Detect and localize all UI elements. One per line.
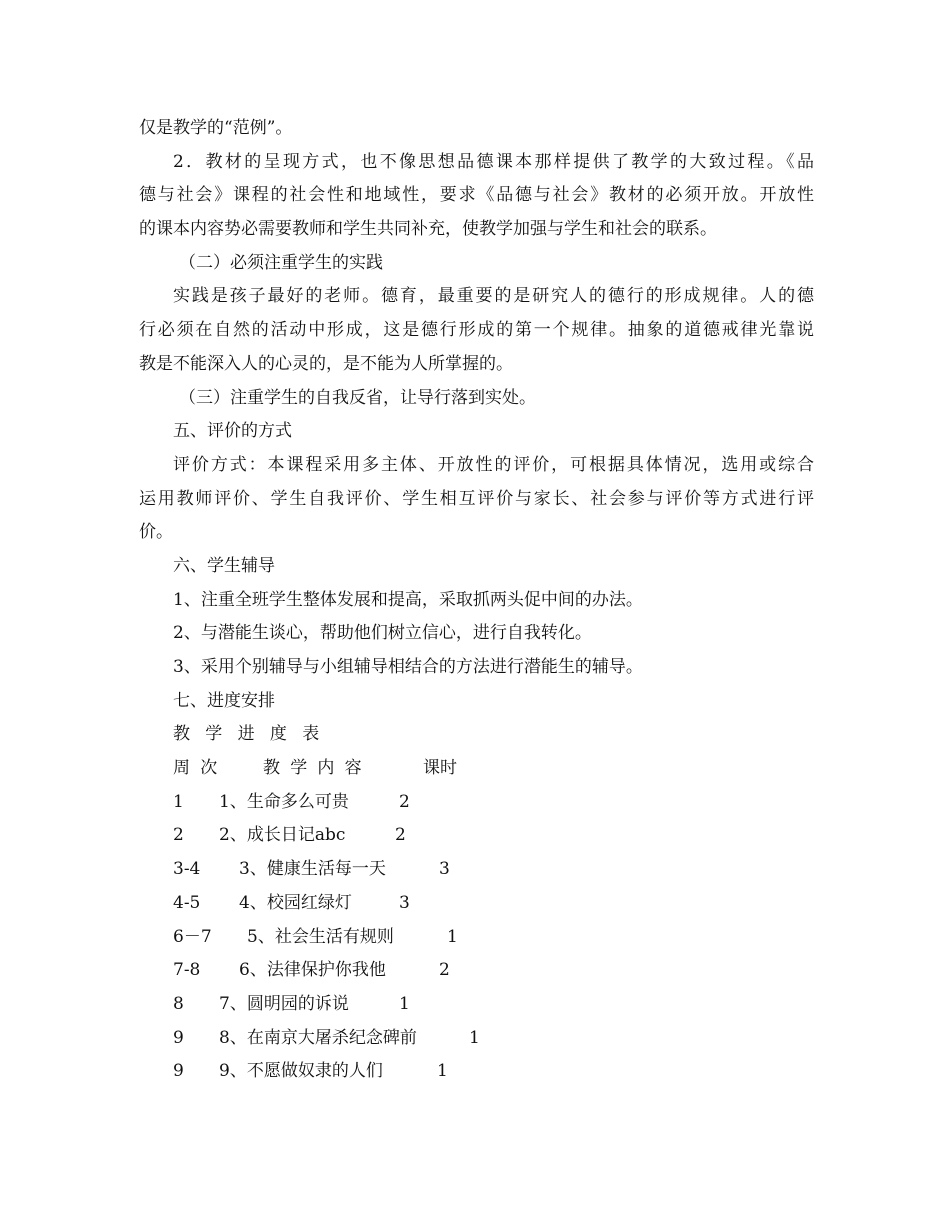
schedule-content: 3、健康生活每一天 <box>239 859 386 880</box>
schedule-title <box>139 718 814 752</box>
schedule-week: 4-5 <box>173 892 201 913</box>
schedule-week: 2 <box>173 825 184 846</box>
schedule-row <box>139 1055 814 1089</box>
text-line: 仅是教学的“范例”。 <box>139 118 293 138</box>
schedule-content: 2、成长日记abc <box>219 825 346 846</box>
schedule-hours: 1 <box>447 926 458 947</box>
text-line: 七、进度安排 <box>173 690 275 711</box>
schedule-hours: 3 <box>439 859 450 880</box>
schedule-content: 9、不愿做奴隶的人们 <box>219 1061 383 1082</box>
schedule-week: 1 <box>173 791 184 812</box>
text-line: 实践是孩子最好的老师。德育，最重要的是研究人的德行的形成规律。人的德 <box>173 286 814 307</box>
schedule-title-text: 教学进度表 <box>173 724 335 745</box>
schedule-row <box>139 819 814 853</box>
text-line: 教是不能深入人的心灵的，是不能为人所掌握的。 <box>139 353 513 374</box>
text-line: （三）注重学生的自我反省，让导行落到实处。 <box>179 387 536 408</box>
schedule-hours: 2 <box>399 791 410 812</box>
schedule-hours: 1 <box>437 1061 448 1082</box>
document-page <box>139 112 814 1089</box>
schedule-week: 6－7 <box>173 926 212 947</box>
schedule-week: 9 <box>173 1027 184 1048</box>
schedule-row <box>139 988 814 1022</box>
text-line: 行必须在自然的活动中形成，这是德行形成的第一个规律。抽象的道德戒律光靠说 <box>139 320 814 341</box>
schedule-row <box>139 887 814 921</box>
schedule-content: 6、法律保护你我他 <box>239 960 386 981</box>
schedule-row <box>139 786 814 820</box>
text-line: 五、评价的方式 <box>173 421 292 442</box>
schedule-week: 3-4 <box>173 859 201 880</box>
text-line: 价。 <box>139 522 173 543</box>
text-line: 评价方式：本课程采用多主体、开放性的评价，可根据具体情况，选用或综合 <box>173 454 814 475</box>
schedule-content: 8、在南京大屠杀纪念碑前 <box>219 1027 417 1048</box>
schedule-hours: 2 <box>439 960 450 981</box>
text-line: 3、采用个别辅导与小组辅导相结合的方法进行潜能生的辅导。 <box>173 657 643 677</box>
text-line: 的课本内容势必需要教师和学生共同补充，使教学加强与学生和社会的联系。 <box>139 219 717 240</box>
schedule-table <box>139 718 814 1089</box>
header-hours: 课时 <box>423 758 457 779</box>
text-line: 六、学生辅导 <box>173 555 275 576</box>
text-line: 2．教材的呈现方式，也不像思想品德课本那样提供了教学的大致过程。《品 <box>173 151 814 172</box>
schedule-row <box>139 921 814 955</box>
schedule-content: 5、社会生活有规则 <box>247 926 394 947</box>
text-line: 德与社会》课程的社会性和地域性，要求《品德与社会》教材的必须开放。开放性 <box>139 185 814 206</box>
schedule-week: 9 <box>173 1061 184 1082</box>
schedule-content: 1、生命多么可贵 <box>219 791 349 812</box>
schedule-week: 7-8 <box>173 960 201 981</box>
body-text <box>139 112 814 718</box>
schedule-row <box>139 1022 814 1056</box>
text-line: （二）必须注重学生的实践 <box>179 252 383 273</box>
schedule-content: 7、圆明园的诉说 <box>219 993 349 1014</box>
text-line: 运用教师评价、学生自我评价、学生相互评价与家长、社会参与评价等方式进行评 <box>139 488 814 509</box>
schedule-hours: 1 <box>399 993 410 1014</box>
schedule-hours: 2 <box>395 825 406 846</box>
schedule-hours: 3 <box>399 892 410 913</box>
schedule-row <box>139 853 814 887</box>
schedule-hours: 1 <box>469 1027 480 1048</box>
schedule-row <box>139 954 814 988</box>
schedule-header-row <box>139 752 814 786</box>
schedule-week: 8 <box>173 993 184 1014</box>
header-week: 周次 <box>173 758 228 779</box>
header-content: 教学内容 <box>263 758 372 779</box>
text-line: 2、与潜能生谈心，帮助他们树立信心，进行自我转化。 <box>173 623 592 644</box>
schedule-content: 4、校园红绿灯 <box>239 892 352 913</box>
text-line: 1、注重全班学生整体发展和提高，采取抓两头促中间的办法。 <box>173 589 643 610</box>
